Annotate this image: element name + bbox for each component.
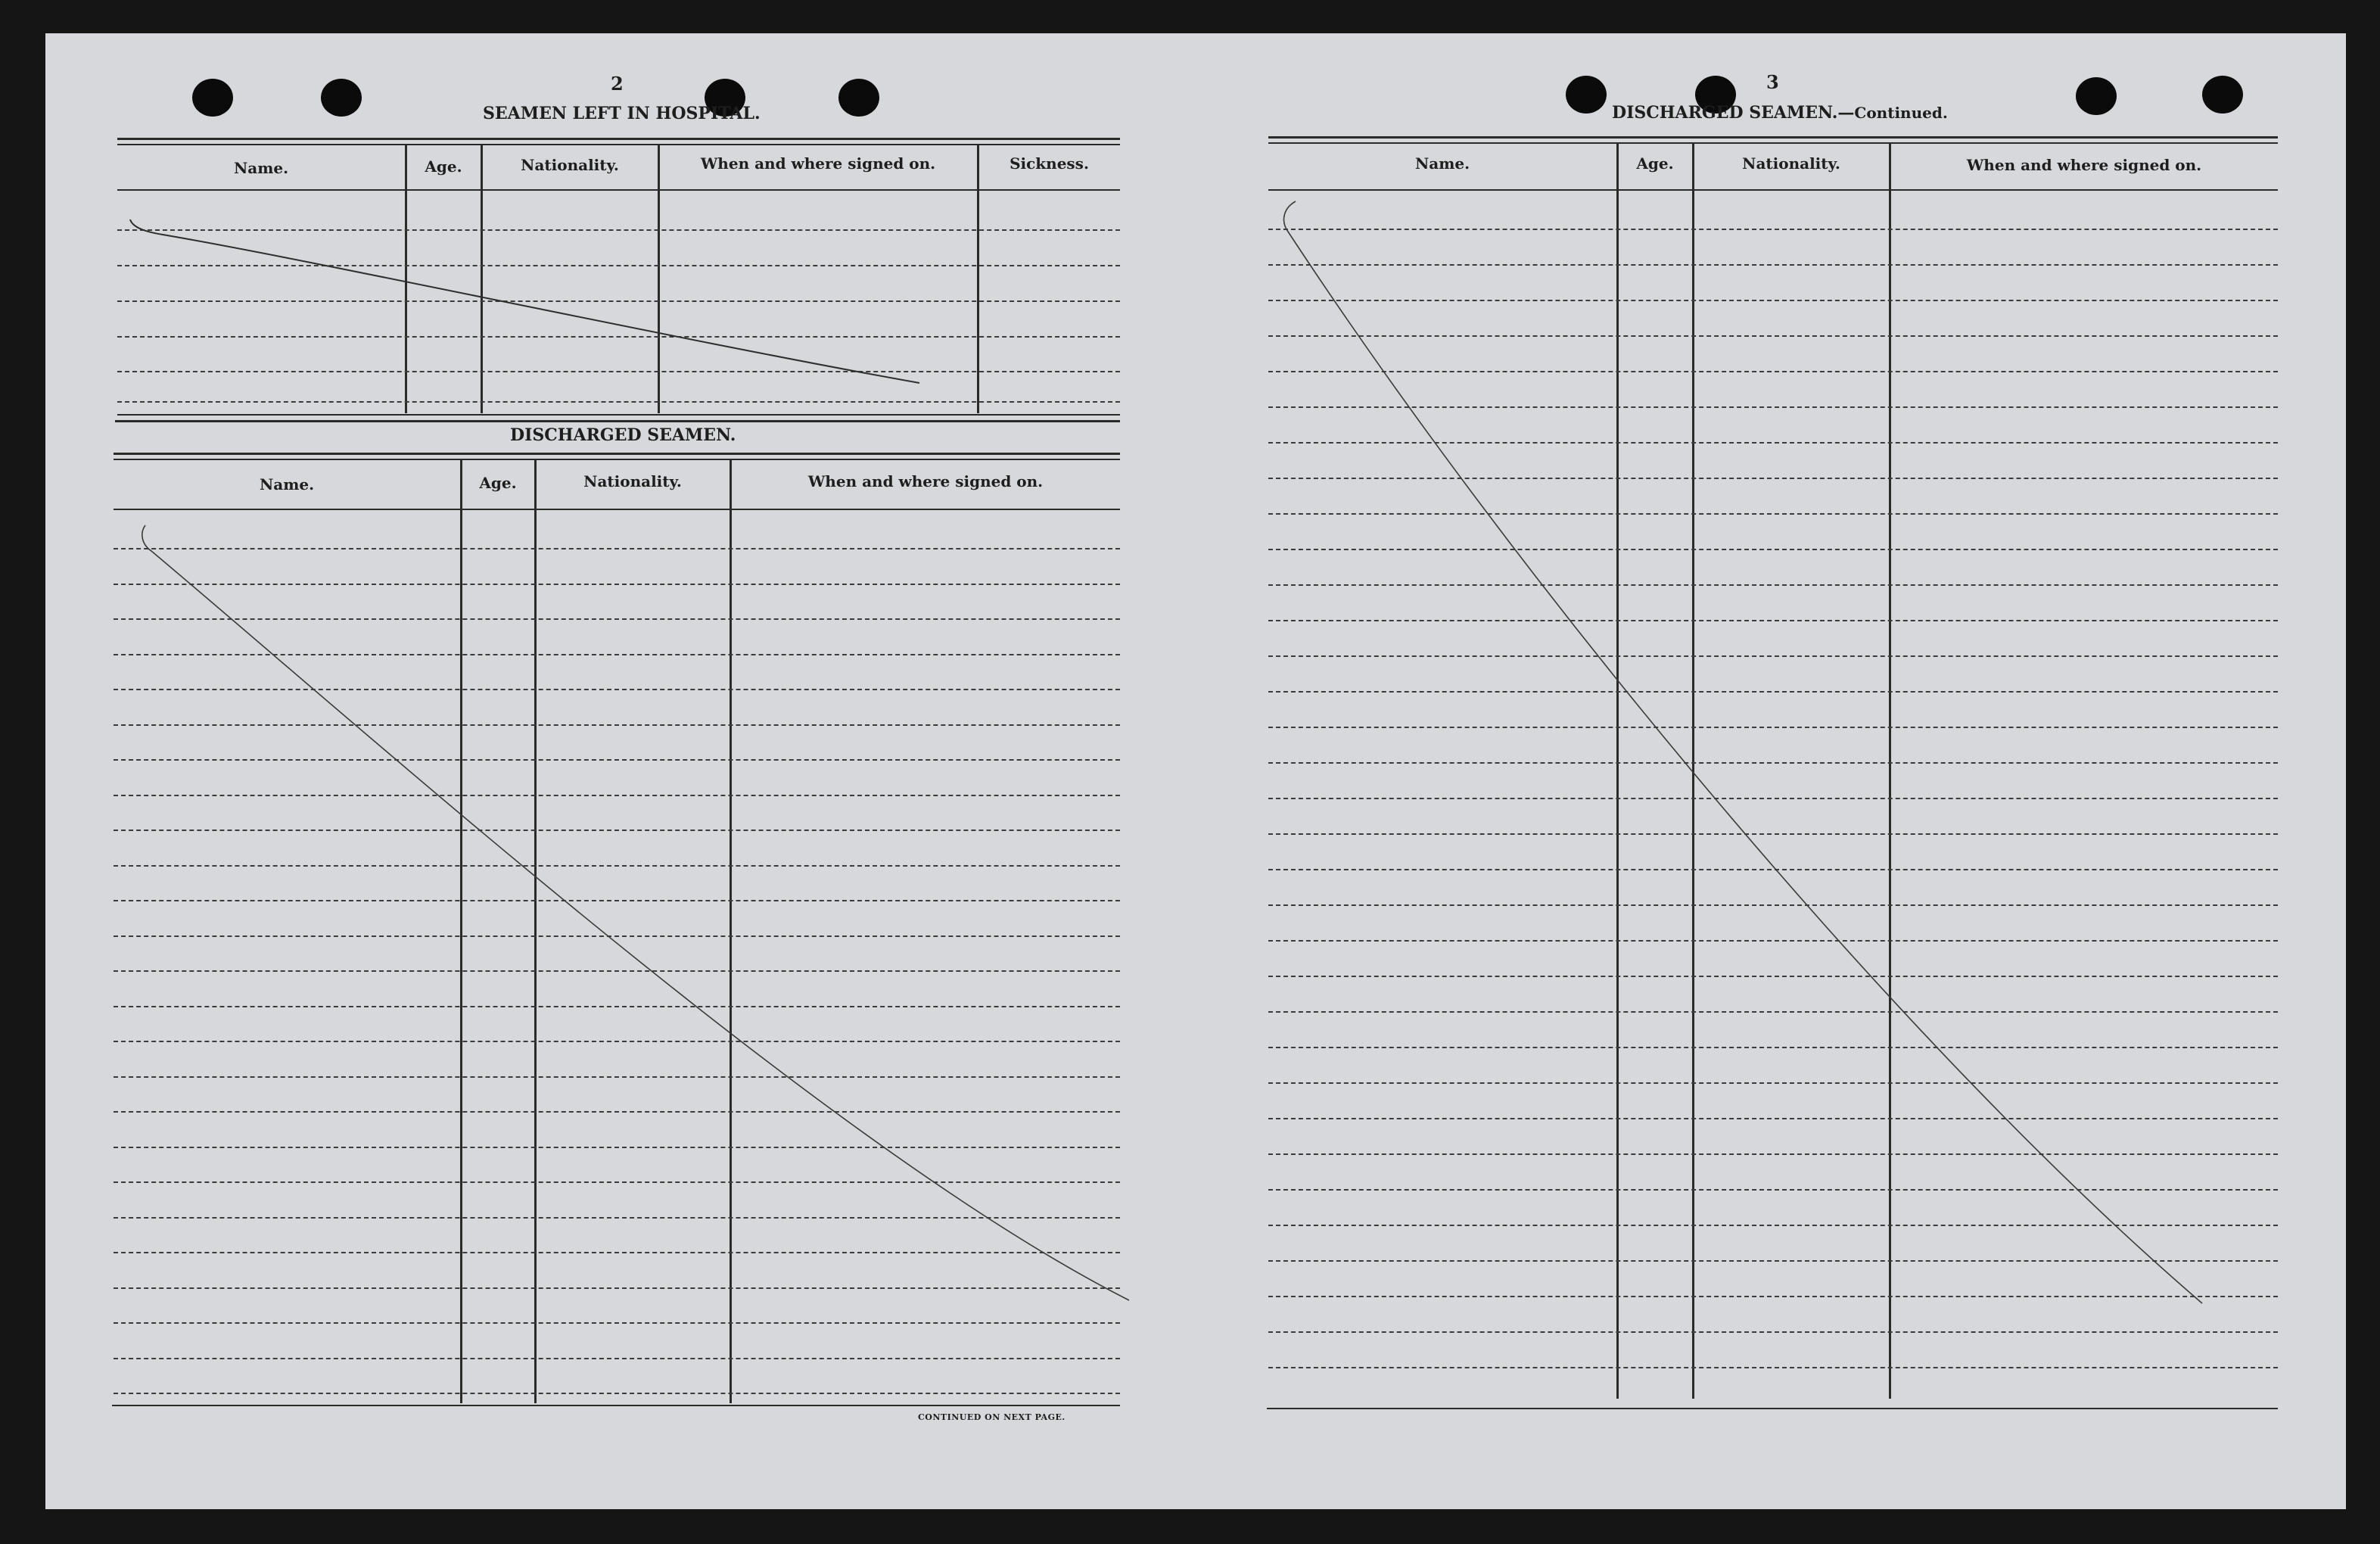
column-divider (658, 144, 660, 413)
column-divider (405, 144, 407, 413)
table-row (1268, 620, 2278, 621)
table-bottom-rule (112, 1405, 1120, 1406)
table-row (1268, 335, 2278, 337)
table-row (1268, 691, 2278, 693)
table-row (1268, 1153, 2278, 1155)
table-top-rule (117, 144, 1120, 145)
punch-hole (1566, 76, 1607, 114)
discharged-section-title: DISCHARGED SEAMEN. (510, 425, 736, 445)
header-bottom-rule (1268, 189, 2278, 191)
table-row (1268, 1082, 2278, 1084)
title-suffix: Continued. (1854, 104, 1948, 122)
table-row (117, 300, 1120, 302)
table-top-rule (114, 453, 1120, 455)
col-name-header: Name. (233, 159, 289, 177)
column-divider (481, 144, 483, 413)
table-row (114, 935, 1120, 937)
table-row (1268, 940, 2278, 942)
table-row (114, 584, 1120, 585)
table-row (1268, 1331, 2278, 1333)
table-row (1268, 478, 2278, 479)
table-row (114, 1076, 1120, 1078)
punch-hole (321, 79, 362, 117)
table-row (114, 865, 1120, 867)
table-row (1268, 513, 2278, 515)
table-row (114, 1358, 1120, 1359)
punch-hole (192, 79, 233, 117)
continued-note: CONTINUED ON NEXT PAGE. (918, 1412, 1066, 1422)
table-row (117, 371, 1120, 372)
table-row (114, 1287, 1120, 1289)
table-row (1268, 1118, 2278, 1119)
column-divider (534, 459, 537, 1403)
table-row (1268, 549, 2278, 550)
table-row (1268, 833, 2278, 835)
col-name-header: Name. (1414, 154, 1470, 173)
table-row (1268, 976, 2278, 977)
discharged-continued-title (1612, 103, 1948, 123)
punch-hole (2202, 76, 2243, 114)
table-row (114, 689, 1120, 690)
table-row (114, 1111, 1120, 1113)
table-top-rule (114, 459, 1120, 460)
table-row (117, 265, 1120, 266)
table-row (117, 336, 1120, 338)
col-age-header: Age. (479, 474, 517, 492)
table-row (117, 401, 1120, 403)
column-divider (1692, 142, 1694, 1399)
table-row (1268, 798, 2278, 799)
table-bottom-rule (1267, 1408, 2278, 1409)
table-row (114, 548, 1120, 549)
table-top-rule (1268, 136, 2278, 139)
column-divider (977, 144, 979, 413)
table-row (1268, 264, 2278, 266)
col-nationality-header: Nationality. (521, 156, 619, 174)
table-top-rule (117, 138, 1120, 140)
hospital-section-title: SEAMEN LEFT IN HOSPITAL. (483, 104, 761, 123)
page-number: 3 (1766, 71, 1779, 93)
col-sickness-header: Sickness. (1010, 154, 1089, 173)
table-row (1268, 655, 2278, 657)
header-bottom-rule (114, 509, 1120, 510)
table-row (114, 795, 1120, 796)
table-row (1268, 1189, 2278, 1191)
col-age-header: Age. (425, 157, 462, 176)
table-row (1268, 904, 2278, 906)
table-row (1268, 1011, 2278, 1013)
col-nationality-header: Nationality. (1742, 154, 1840, 173)
table-row (114, 1181, 1120, 1183)
section-rule (115, 420, 1120, 422)
table-top-rule (1268, 142, 2278, 144)
table-row (114, 1393, 1120, 1394)
punch-hole (838, 79, 879, 117)
table-row (114, 1252, 1120, 1253)
table-row (1268, 442, 2278, 444)
table-row (1268, 1367, 2278, 1368)
table-row (1268, 869, 2278, 870)
title-main: DISCHARGED SEAMEN.— (1612, 103, 1855, 123)
table-row (114, 654, 1120, 655)
table-row (1268, 584, 2278, 586)
table-row (1268, 406, 2278, 408)
table-row (114, 618, 1120, 620)
table-row (114, 759, 1120, 761)
column-divider (1616, 142, 1619, 1399)
table-bottom-rule (117, 414, 1120, 416)
column-divider (730, 459, 732, 1403)
table-row (1268, 371, 2278, 372)
table-row (1268, 727, 2278, 728)
col-name-header: Name. (259, 475, 315, 493)
column-divider (1889, 142, 1891, 1399)
table-row (1268, 1260, 2278, 1262)
column-divider (460, 459, 462, 1403)
table-row (117, 229, 1120, 231)
table-row (114, 830, 1120, 831)
table-row (1268, 229, 2278, 230)
table-row (1268, 762, 2278, 764)
table-row (1268, 300, 2278, 301)
header-bottom-rule (117, 189, 1120, 191)
col-nationality-header: Nationality. (583, 472, 682, 490)
table-row (114, 900, 1120, 901)
table-row (114, 1006, 1120, 1007)
table-row (114, 1217, 1120, 1219)
table-row (1268, 1047, 2278, 1048)
col-signed-on-header: When and where signed on. (700, 154, 936, 173)
table-row (1268, 1225, 2278, 1226)
col-age-header: Age. (1636, 154, 1674, 173)
page-number: 2 (611, 73, 624, 95)
table-row (114, 724, 1120, 726)
table-row (114, 970, 1120, 972)
col-signed-on-header: When and where signed on. (807, 472, 1044, 490)
table-row (114, 1322, 1120, 1324)
table-row (114, 1147, 1120, 1148)
table-row (114, 1041, 1120, 1042)
table-row (1268, 1296, 2278, 1297)
punch-hole (2076, 77, 2117, 115)
col-signed-on-header: When and where signed on. (1966, 156, 2202, 174)
